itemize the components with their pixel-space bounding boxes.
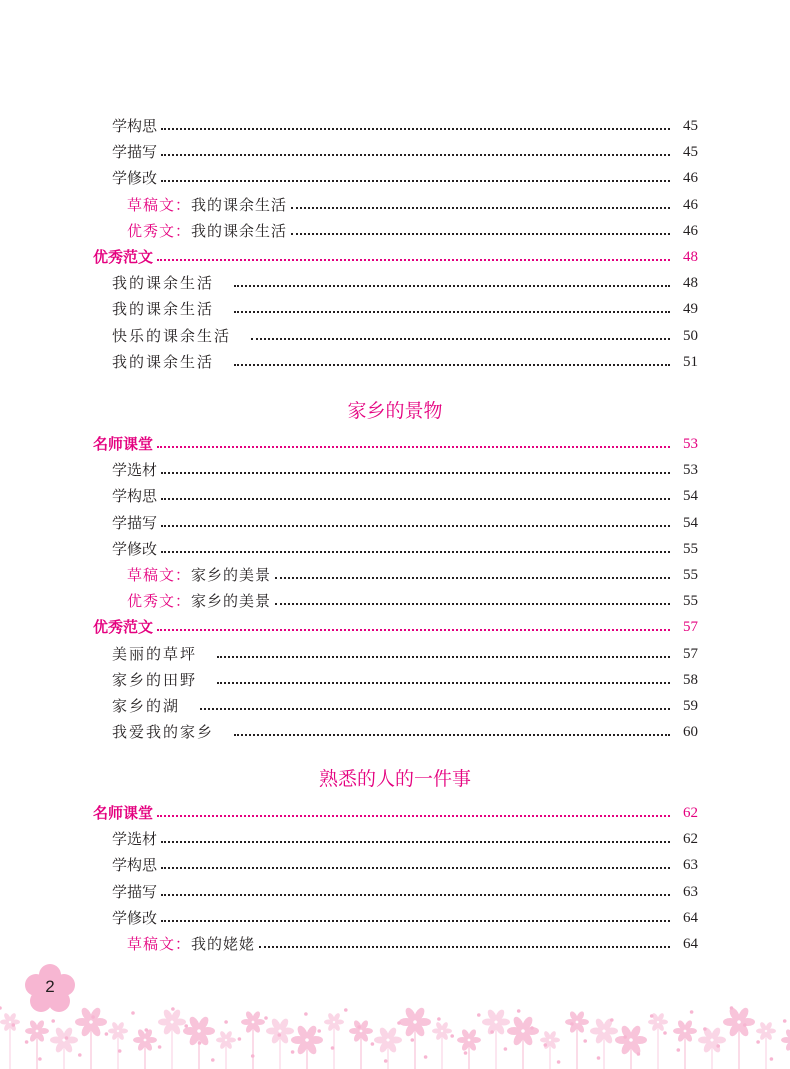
toc-entry-label: 家乡的湖: [112, 693, 182, 719]
dot-leader: [161, 498, 670, 500]
dot-decoration: [264, 1016, 268, 1020]
toc-entry[interactable]: [0, 165, 790, 191]
dot-leader: [161, 525, 670, 527]
dot-decoration: [690, 1010, 694, 1014]
toc-page-number: 55: [683, 540, 698, 557]
dot-decoration: [158, 1045, 162, 1049]
flower-icon: [324, 1012, 344, 1069]
toc-page-number: 48: [683, 249, 698, 265]
dot-decoration: [131, 1011, 135, 1015]
toc-page-number: 46: [683, 222, 698, 239]
toc-entry[interactable]: [0, 667, 790, 693]
toc-page-number: 53: [683, 436, 698, 452]
flower-icon: [75, 1006, 107, 1069]
flower-icon: [615, 1024, 647, 1069]
toc-entry-label: 美丽的草坪: [112, 641, 199, 667]
toc-entry-label: 学修改: [112, 536, 159, 562]
toc-entry[interactable]: [0, 270, 790, 296]
toc-page-number: 46: [683, 196, 698, 213]
toc-page-number: 57: [683, 619, 698, 636]
toc-entry[interactable]: [0, 800, 790, 826]
toc-entry-label: 学修改: [112, 165, 159, 191]
dot-leader: [217, 682, 670, 684]
dot-leader: [161, 894, 670, 896]
section-title: 家乡的景物: [347, 400, 443, 422]
dot-decoration: [38, 1057, 42, 1061]
dot-decoration: [464, 1051, 468, 1055]
section-title: 熟悉的人的一件事: [318, 768, 471, 790]
dot-decoration: [663, 1031, 667, 1035]
toc-entry-label: 学描写: [112, 879, 159, 905]
toc-entry[interactable]: [0, 588, 790, 614]
toc-entry[interactable]: [0, 431, 790, 457]
toc-entry-label: 名师课堂: [93, 800, 155, 826]
toc-page-number: 48: [683, 275, 698, 292]
dot-decoration: [450, 1034, 454, 1038]
toc-entry-label: [127, 931, 257, 957]
flower-icon: [540, 1030, 560, 1069]
toc-page-number: 45: [683, 144, 698, 161]
toc-entry-label: 我爱我的家乡: [112, 719, 216, 745]
dot-leader: [251, 338, 670, 340]
dot-decoration: [304, 1012, 308, 1016]
flower-icon: [349, 1019, 373, 1069]
toc-page-number: 59: [683, 698, 698, 714]
dot-leader: [291, 233, 670, 235]
dot-decoration: [716, 1044, 720, 1048]
toc-entry[interactable]: [0, 931, 790, 957]
toc-entry[interactable]: [0, 879, 790, 905]
toc-entry-label: [127, 562, 273, 588]
toc-entry-label: 优秀范文: [93, 614, 155, 640]
dot-leader: [161, 128, 670, 130]
flower-icon: [648, 1012, 668, 1069]
toc-entry-label: 学选材: [112, 826, 159, 852]
flower-icon: [266, 1017, 294, 1069]
dot-decoration: [145, 1028, 149, 1032]
dot-leader: [161, 551, 670, 553]
flower-icon: [673, 1019, 697, 1069]
toc-entry[interactable]: [0, 536, 790, 562]
dot-decoration: [557, 1060, 561, 1064]
dot-decoration: [344, 1008, 348, 1012]
toc-entry[interactable]: [0, 641, 790, 667]
toc-entry-label: 优秀范文: [93, 244, 155, 270]
draft-title: 家乡的美景: [191, 566, 272, 584]
dot-leader: [217, 656, 670, 658]
dot-decoration: [424, 1055, 428, 1059]
dot-leader: [161, 472, 670, 474]
toc-page-number: 46: [683, 170, 698, 187]
toc-page-number: 64: [683, 909, 698, 926]
dot-decoration: [224, 1020, 228, 1024]
dot-leader: [200, 708, 670, 710]
toc-entry-label: 我的课余生活: [112, 270, 216, 296]
dot-leader: [161, 841, 670, 843]
toc-entry-label: 学构思: [112, 483, 159, 509]
toc-page-number: 63: [683, 857, 698, 874]
dot-decoration: [238, 1037, 242, 1041]
flower-icon: [590, 1017, 618, 1069]
toc-entry-label: 学构思: [112, 113, 159, 139]
flower-icon: [432, 1021, 452, 1069]
dot-decoration: [291, 1050, 295, 1054]
toc-entry-label: [127, 192, 289, 218]
dot-decoration: [477, 1013, 481, 1017]
dot-decoration: [517, 1009, 521, 1013]
toc-entry[interactable]: [0, 323, 790, 349]
dot-leader: [234, 285, 670, 287]
toc-entry[interactable]: [0, 349, 790, 375]
flower-icon: [457, 1028, 481, 1069]
dot-decoration: [105, 1032, 109, 1036]
toc-entry[interactable]: [0, 113, 790, 139]
toc-entry-label: 名师课堂: [93, 431, 155, 457]
dot-decoration: [677, 1048, 681, 1052]
draft-prefix: 草稿文：: [127, 195, 192, 214]
draft-prefix: 草稿文：: [127, 935, 192, 953]
toc-page-number: 51: [683, 353, 698, 370]
dot-decoration: [371, 1042, 375, 1046]
dot-decoration: [650, 1014, 654, 1018]
dot-decoration: [12, 1023, 16, 1027]
dot-leader: [157, 629, 670, 631]
dot-decoration: [570, 1022, 574, 1026]
dot-decoration: [730, 1006, 734, 1010]
flower-icon: [158, 1008, 186, 1069]
toc-entry-label: 学构思: [112, 852, 159, 878]
dot-decoration: [0, 1006, 2, 1010]
dot-leader: [275, 603, 670, 605]
toc-entry[interactable]: [0, 719, 790, 745]
dot-leader: [161, 154, 670, 156]
dot-decoration: [530, 1026, 534, 1030]
toc-page-number: 55: [683, 593, 698, 610]
flower-icon: [25, 1019, 49, 1069]
dot-leader: [161, 180, 670, 182]
toc-entry-label: 我的课余生活: [112, 349, 216, 375]
dot-leader: [157, 446, 670, 448]
flower-icon: [781, 1028, 790, 1069]
draft-prefix: 草稿文：: [127, 566, 192, 584]
toc-entry[interactable]: [0, 296, 790, 322]
toc-entry[interactable]: [0, 826, 790, 852]
dot-decoration: [756, 1040, 760, 1044]
dot-decoration: [703, 1027, 707, 1031]
toc-entry[interactable]: [0, 905, 790, 931]
dot-leader: [259, 946, 670, 948]
flower-icon: [241, 1010, 265, 1069]
dot-decoration: [184, 1024, 188, 1028]
dot-decoration: [623, 1035, 627, 1039]
flower-icon: [399, 1006, 431, 1069]
toc-entry[interactable]: [0, 614, 790, 640]
toc-page-number: 60: [683, 724, 698, 741]
flower-icon: [374, 1026, 402, 1069]
flower-icon: [698, 1026, 726, 1069]
dot-decoration: [437, 1017, 441, 1021]
toc-entry[interactable]: [0, 457, 790, 483]
dot-leader: [291, 207, 670, 209]
toc-page-number: 58: [683, 671, 698, 688]
dot-decoration: [504, 1047, 508, 1051]
dot-decoration: [78, 1053, 82, 1057]
page-number: 2: [45, 977, 55, 996]
flower-icon: [0, 1012, 20, 1069]
dot-decoration: [118, 1049, 122, 1053]
toc-page-number: 62: [683, 805, 698, 821]
toc-entry[interactable]: [0, 139, 790, 165]
flower-icon: [756, 1021, 776, 1069]
dot-decoration: [331, 1046, 335, 1050]
draft-title: 我的姥姥: [191, 935, 256, 953]
dot-decoration: [198, 1041, 202, 1045]
dot-decoration: [743, 1023, 747, 1027]
dot-leader: [161, 867, 670, 869]
flower-icon: [482, 1008, 510, 1069]
dot-decoration: [317, 1029, 321, 1033]
toc-entry-label: 家乡的田野: [112, 667, 199, 693]
draft-prefix: 优秀文：: [127, 592, 192, 611]
dot-leader: [234, 311, 670, 313]
dot-decoration: [397, 1021, 401, 1025]
dot-decoration: [770, 1057, 774, 1061]
toc-page-number: 53: [683, 462, 698, 479]
dot-decoration: [384, 1059, 388, 1063]
flower-icon: [108, 1021, 128, 1069]
flower-icon: [133, 1028, 157, 1069]
dot-leader: [157, 259, 670, 261]
dot-leader: [157, 815, 670, 817]
dot-decoration: [211, 1058, 215, 1062]
toc-page-number: 63: [683, 883, 698, 900]
draft-prefix: 优秀文：: [127, 221, 192, 240]
toc-entry-label: 学选材: [112, 457, 159, 483]
toc-entry[interactable]: [0, 483, 790, 509]
toc-entry-label: [127, 218, 289, 244]
dot-decoration: [783, 1019, 787, 1023]
dot-leader: [234, 734, 670, 736]
toc-entry-label: 快乐的课余生活: [112, 323, 233, 349]
flower-icon: [216, 1030, 236, 1069]
toc-entry[interactable]: [0, 192, 790, 218]
toc-entry-label: [127, 588, 273, 614]
dot-decoration: [583, 1039, 587, 1043]
toc-page-number: 50: [683, 327, 698, 344]
dot-decoration: [597, 1056, 601, 1060]
toc-page-number: 55: [683, 567, 698, 583]
draft-title: 家乡的美景: [191, 592, 272, 611]
dot-decoration: [25, 1040, 29, 1044]
toc-entry[interactable]: [0, 244, 790, 270]
dot-decoration: [610, 1018, 614, 1022]
dot-decoration: [171, 1007, 175, 1011]
toc-entry[interactable]: [0, 510, 790, 536]
dot-leader: [161, 920, 670, 922]
dot-decoration: [51, 1019, 55, 1023]
flower-icon: [723, 1006, 755, 1069]
toc-entry-label: 我的课余生活: [112, 296, 216, 322]
dot-decoration: [637, 1052, 641, 1056]
toc-entry-label: 学修改: [112, 905, 159, 931]
flower-border-decoration: [0, 1000, 790, 1069]
toc-page-number: 62: [683, 831, 698, 848]
toc-entry[interactable]: [0, 218, 790, 244]
dot-decoration: [278, 1033, 282, 1037]
dot-decoration: [490, 1030, 494, 1034]
dot-decoration: [411, 1038, 415, 1042]
draft-title: 我的课余生活: [191, 221, 288, 240]
toc-page-number: 49: [683, 301, 698, 318]
dot-leader: [234, 364, 670, 366]
toc-page-number: 54: [683, 488, 698, 505]
dot-decoration: [251, 1054, 255, 1058]
dot-decoration: [65, 1036, 69, 1040]
dot-decoration: [357, 1025, 361, 1029]
toc-entry[interactable]: [0, 852, 790, 878]
toc-page-number: 57: [683, 645, 698, 662]
dot-decoration: [91, 1015, 95, 1019]
toc-page-number: 45: [683, 118, 698, 134]
dot-leader: [275, 577, 670, 579]
draft-title: 我的课余生活: [191, 195, 288, 214]
toc-entry[interactable]: [0, 562, 790, 588]
toc-entry-label: 学描写: [112, 139, 159, 165]
toc-entry[interactable]: [0, 693, 790, 719]
flower-icon: [50, 1026, 78, 1069]
toc-page-number: 54: [683, 514, 698, 531]
dot-decoration: [544, 1043, 548, 1047]
toc-page-number: 64: [683, 936, 698, 952]
toc-entry-label: 学描写: [112, 510, 159, 536]
flower-icon: [507, 1015, 539, 1069]
